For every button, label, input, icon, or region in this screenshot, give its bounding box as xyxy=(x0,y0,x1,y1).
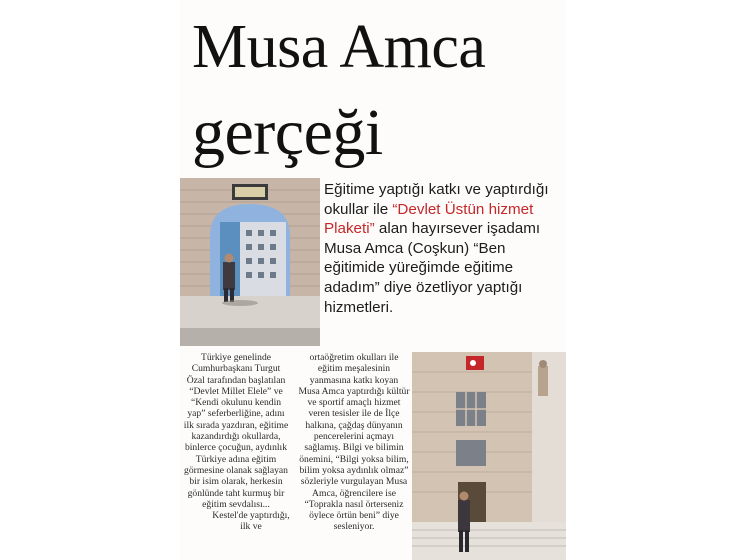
column-1-text: Türkiye genelinde Cumhurbaşkanı Turgut Özal tarafından başlatılan “Devlet Millet Elele” ve “Kendi okulunu kendin yap” seferberliğine, adını ilk sırada yazdıran, eğitime kazandırdığı okullarda, binlerce çocuğun, aydınlık Türkiye adına eğitim görmesine olanak sağlayan bir isim olarak, herkesin gönlünde taht kurmuş bir eğitim sevdalısı... xyxy=(183,352,289,510)
article-column-1 xyxy=(182,352,290,533)
intro-paragraph xyxy=(324,180,562,317)
intro-highlight: “Devlet Üstün hizmet Plaketi” xyxy=(324,200,534,238)
newspaper-page xyxy=(180,0,566,560)
headline-line-2: gerçeği xyxy=(192,96,383,169)
headline-line-1: Musa Amca xyxy=(192,13,486,81)
photo-archway xyxy=(180,178,320,346)
column-2-text: ortaöğretim okulları ile eğitim meşalesinin yanmasına katkı koyan Musa Amca yaptırdığı kültür ve sportif amaçlı hizmet veren tesisler ile de İlçe halkına, çağdaş dünyanın pencerelerini açmayı sağlamış. Bilgi ve bilimin önemini, “Bilgi yoksa bilim, bilim yoksa aydınlık olmaz” sözleriyle vurgulayan Musa Amca, öğrencilere ise “Toprakla nasıl örterseniz öylece örtün beni” diye sesleniyor. xyxy=(298,352,410,533)
intro-text-part-1: Eğitime yaptığı katkı ve yaptırdığı okullar ile xyxy=(324,181,549,218)
photo-school-building xyxy=(412,352,566,560)
intro-text-part-2: alan hayırsever işadamı Musa Amca (Coşkun) “Ben eğitimide yüreğimde eğitime adadım” diye özetliyor yaptığı hizmetleri. xyxy=(324,220,541,316)
column-1-text-2: Kestel'de yaptırdığı, ilk ve xyxy=(212,510,290,533)
article-column-2 xyxy=(298,352,410,533)
